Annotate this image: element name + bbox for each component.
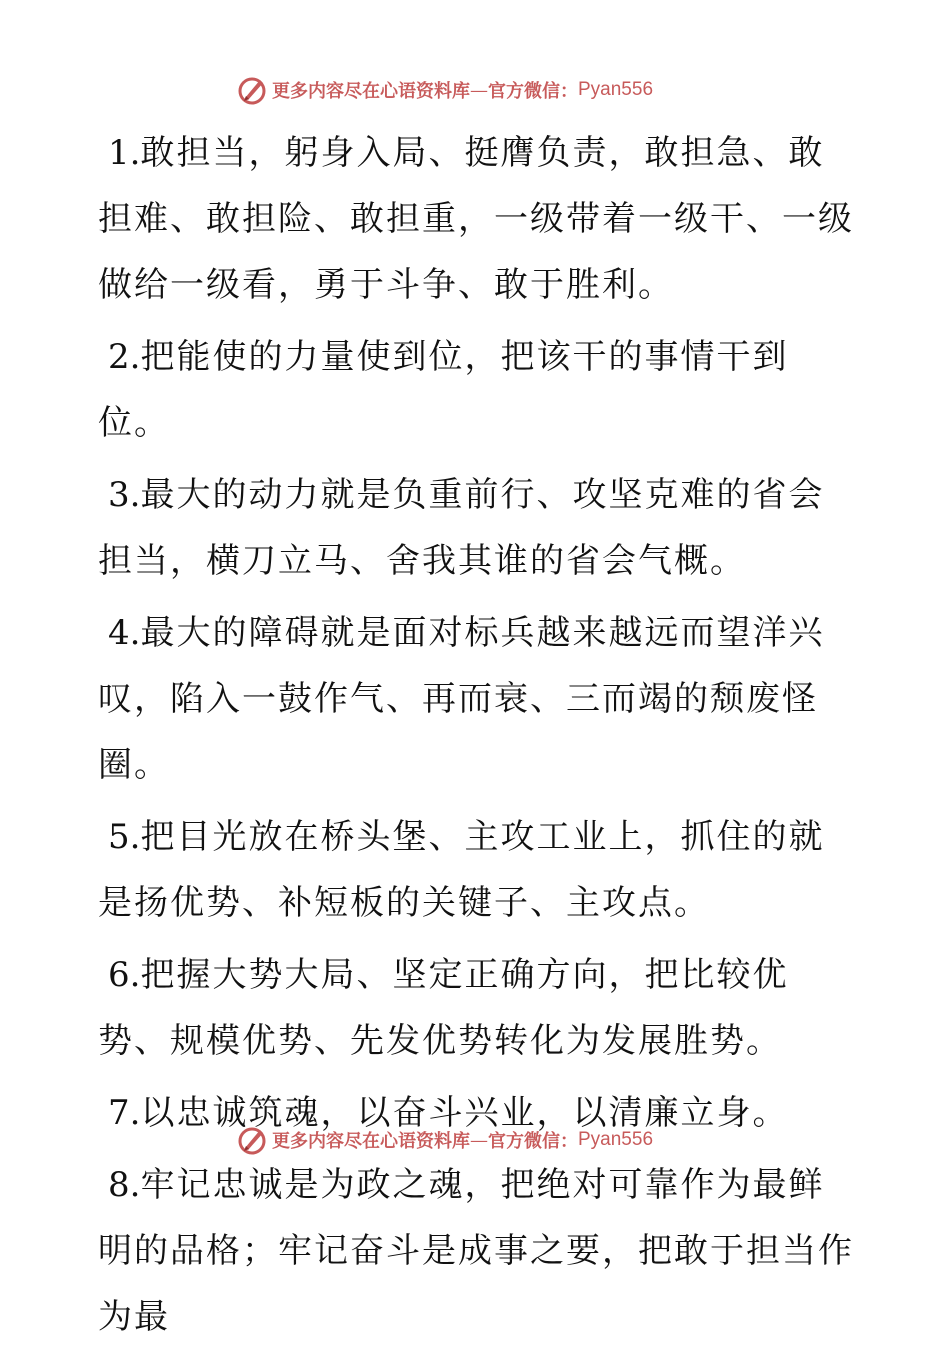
footer-banner (236, 1122, 653, 1158)
wechat-label: 官方微信： (488, 81, 578, 102)
header-banner (236, 72, 653, 108)
document-body (98, 120, 858, 1356)
wechat-label: 官方微信： (488, 1131, 578, 1152)
list-item-4 (98, 600, 858, 798)
site-name: 更多内容尽在心语资料库 (272, 81, 470, 102)
list-item-6 (98, 942, 858, 1074)
item-text: 把目光放在桥头堡、主攻工业上，抓住的就是扬优势、补短板的关键子、主攻点。 (98, 817, 825, 923)
list-item-5 (98, 804, 858, 936)
wechat-id: Pyan556 (578, 79, 654, 100)
quill-logo-icon (236, 1124, 268, 1156)
item-text: 把能使的力量使到位，把该干的事情干到位。 (98, 337, 789, 443)
banner-dash: — (470, 1129, 488, 1151)
item-number: 6. (108, 955, 141, 995)
list-item-8 (98, 1152, 858, 1350)
quill-logo-icon (236, 74, 268, 106)
item-number: 7. (108, 1093, 141, 1133)
banner-dash: — (470, 79, 488, 101)
site-name: 更多内容尽在心语资料库 (272, 1131, 470, 1152)
wechat-id: Pyan556 (578, 1129, 654, 1150)
item-number: 3. (108, 475, 141, 515)
list-item-3 (98, 462, 858, 594)
item-text: 以忠诚筑魂，以奋斗兴业，以清廉立身。 (140, 1093, 789, 1133)
item-number: 4. (108, 613, 141, 653)
item-text: 敢担当，躬身入局、挺膺负责，敢担急、敢担难、敢担险、敢担重，一级带着一级干、一级做给一级看，勇于斗争、敢于胜利。 (98, 133, 854, 305)
item-number: 1. (108, 133, 141, 173)
item-text: 把握大势大局、坚定正确方向，把比较优势、规模优势、先发优势转化为发展胜势。 (98, 955, 789, 1061)
item-number: 5. (108, 817, 141, 857)
list-item-1 (98, 120, 858, 318)
item-text: 最大的障碍就是面对标兵越来越远而望洋兴叹，陷入一鼓作气、再而衰、三而竭的颓废怪圈。 (98, 613, 825, 785)
item-number: 2. (108, 337, 141, 377)
item-number: 8. (108, 1165, 141, 1205)
list-item-2 (98, 324, 858, 456)
item-text: 最大的动力就是负重前行、攻坚克难的省会担当，横刀立马、舍我其谁的省会气概。 (98, 475, 825, 581)
item-text: 牢记忠诚是为政之魂，把绝对可靠作为最鲜明的品格；牢记奋斗是成事之要，把敢于担当作为最 (98, 1165, 854, 1337)
